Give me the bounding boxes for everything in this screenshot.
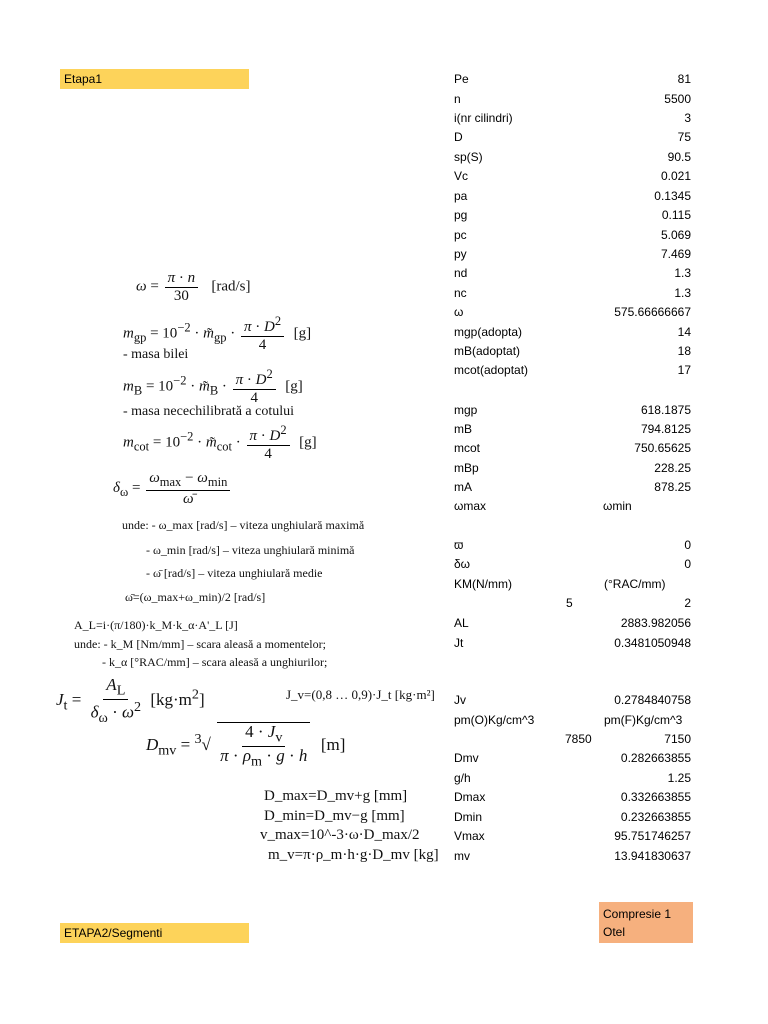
formula-dmin: D_min=D_mv−g [mm] — [264, 808, 405, 824]
row-value: 0.2784840758 — [614, 693, 691, 707]
formula-jt: $J_t$ = $\frac{A_L}{\delta_\omega \cdot \omega^2}$ $[kg\cdot m^2]$ — [56, 675, 205, 727]
unde-km: unde: - k_M [Nm/mm] – scara aleasă a momentelor; — [74, 637, 326, 651]
row-label: Jv — [454, 693, 466, 707]
formula-dmv: $D_{mv} = ^3√$ $\frac{4 \cdot J_v}{\pi \cdot \rho_m \cdot g \cdot h}$ [m] — [146, 722, 346, 770]
row-label: nd — [454, 266, 468, 280]
row-value: 7.469 — [660, 247, 691, 261]
formula-mv: m_v=π·ρ_m·h·g·D_mv [kg] — [268, 847, 439, 863]
unde-omax: unde: - ω_max [rad/s] – viteza unghiulară maximă — [122, 518, 365, 532]
formula-omega-med: ω̄=(ω_max+ω_min)/2 [rad/s] — [125, 590, 266, 604]
formula-al: A_L=i·(π/180)·k_M·k_α·A'_L [J] — [74, 618, 238, 632]
row-value: 13.941830637 — [614, 849, 691, 863]
pmf-value: 7150 — [664, 732, 691, 746]
row-value: 5.069 — [660, 228, 691, 242]
row-label: ωmax — [454, 499, 487, 513]
unde-omed: - ω̄ [rad/s] – viteza unghiulară medie — [146, 566, 323, 580]
row-label: Jt — [454, 636, 464, 650]
row-value: 0 — [684, 557, 691, 571]
formula-dmax: D_max=D_mv+g [mm] — [264, 788, 408, 804]
unde-ka: - k_α [°RAC/mm] – scara aleasă a unghiurilor; — [102, 655, 328, 669]
row-label: n — [454, 92, 461, 106]
formula-mcot: $m_{cot} = 10^{-2}$ · $m̃_{cot}$ · $\frac{\pi \cdot D^2}{4}$ [g] — [123, 423, 317, 462]
row-value: 1.25 — [667, 771, 691, 785]
formula-mb: $m_B = 10^{-2}$ · $m̃_B$ · $\frac{\pi \cdot D^2}{4}$ [g] — [123, 367, 303, 406]
row-value: 18 — [677, 344, 691, 358]
row-label: pg — [454, 208, 468, 222]
row-label: mgp(adopta) — [454, 325, 523, 339]
etapa2-header — [60, 923, 249, 943]
unde-omin: - ω_min [rad/s] – viteza unghiulară minimă — [146, 543, 355, 557]
row-value: 5500 — [664, 92, 691, 106]
row-label: mgp — [454, 403, 478, 417]
row-value: 2883.982056 — [620, 616, 691, 630]
pmo-value: 7850 — [565, 732, 592, 746]
row-label: g/h — [454, 771, 471, 785]
row-label: mcot(adoptat) — [454, 363, 529, 377]
row-label: sp(S) — [454, 150, 483, 164]
row-label: AL — [454, 616, 469, 630]
row-label: pm(O)Kg/cm^3 — [454, 713, 535, 727]
row-label: nc — [454, 286, 467, 300]
row-label: mBp — [454, 461, 479, 475]
formula-delta: $\delta_\omega$ = $\frac{\omega_{max} - \omega_{min}}{\omegā}$ — [113, 470, 232, 507]
row-label: mB — [454, 422, 472, 436]
row-value: 0 — [684, 538, 691, 552]
row-label: pc — [454, 228, 467, 242]
formula-mgp: $m_{gp} = 10^{-2}$ · $m̃_{gp}$ · $\frac{\pi \cdot D^2}{4}$ [g] — [123, 314, 312, 353]
row-value: 1.3 — [674, 266, 691, 280]
row-value: 17 — [677, 363, 691, 377]
row-value: 794.8125 — [640, 422, 691, 436]
row-label: py — [454, 247, 467, 261]
compresie-label: Compresie 1 — [603, 907, 672, 921]
row-label: mcot — [454, 441, 481, 455]
omin-label: ωmin — [603, 499, 632, 513]
row-value: 95.751746257 — [614, 829, 691, 843]
row-label: δω — [454, 557, 471, 571]
km-value: 5 — [566, 596, 573, 610]
etapa1-label: Etapa1 — [64, 72, 103, 86]
formula-omega: ω = $\frac{\pi \cdot n}{30}$ [rad/s] — [136, 270, 251, 304]
row-label: ϖ — [454, 538, 464, 552]
otel-label: Otel — [603, 925, 626, 939]
formula-jv: J_v=(0,8 … 0,9)·J_t [kg·m²] — [286, 687, 435, 702]
masa-cot-text: - masa necechilibrată a cotului — [123, 404, 295, 419]
row-label: D — [454, 130, 463, 144]
row-value: 81 — [677, 72, 691, 86]
row-value: 0.115 — [661, 208, 691, 222]
row-label: Pe — [454, 72, 469, 86]
row-value: 3 — [684, 111, 691, 125]
formula-vmax: v_max=10^-3·ω·D_max/2 — [260, 827, 420, 843]
row-label: Vc — [454, 169, 469, 183]
row-value: 90.5 — [667, 150, 691, 164]
row-label: i(nr cilindri) — [454, 111, 513, 125]
row-value: 0.232663855 — [620, 810, 691, 824]
row-value: 0.021 — [660, 169, 691, 183]
row-value: 1.3 — [674, 286, 691, 300]
row-value: 575.66666667 — [614, 305, 691, 319]
row-label: Dmin — [454, 810, 483, 824]
row-value: 75 — [677, 130, 691, 144]
row-label: mv — [454, 849, 470, 863]
row-value: 0.282663855 — [620, 751, 691, 765]
row-value: 750.65625 — [634, 441, 691, 455]
row-value: 0.3481050948 — [614, 636, 691, 650]
row-label: mA — [454, 480, 472, 494]
row-value: 0.1345 — [654, 189, 691, 203]
row-label: mB(adoptat) — [454, 344, 521, 358]
rac-value: 2 — [684, 596, 691, 610]
rac-label: (°RAC/mm) — [604, 577, 666, 591]
row-label: Vmax — [454, 829, 485, 843]
row-value: 878.25 — [654, 480, 691, 494]
row-value: 0.332663855 — [620, 790, 691, 804]
row-value: 14 — [677, 325, 691, 339]
row-value: 618.1875 — [640, 403, 691, 417]
etapa1-header — [60, 69, 249, 89]
row-label: pa — [454, 189, 468, 203]
row-label: KM(N/mm) — [454, 577, 512, 591]
row-label: ω — [454, 305, 464, 319]
compresie-box — [599, 902, 693, 943]
row-label: Dmv — [454, 751, 479, 765]
pmf-label: pm(F)Kg/cm^3 — [604, 713, 683, 727]
etapa2-label: ETAPA2/Segmenti — [64, 926, 163, 940]
row-label: Dmax — [454, 790, 486, 804]
masa-bilei-text: - masa bilei — [123, 347, 189, 362]
row-value: 228.25 — [654, 461, 691, 475]
